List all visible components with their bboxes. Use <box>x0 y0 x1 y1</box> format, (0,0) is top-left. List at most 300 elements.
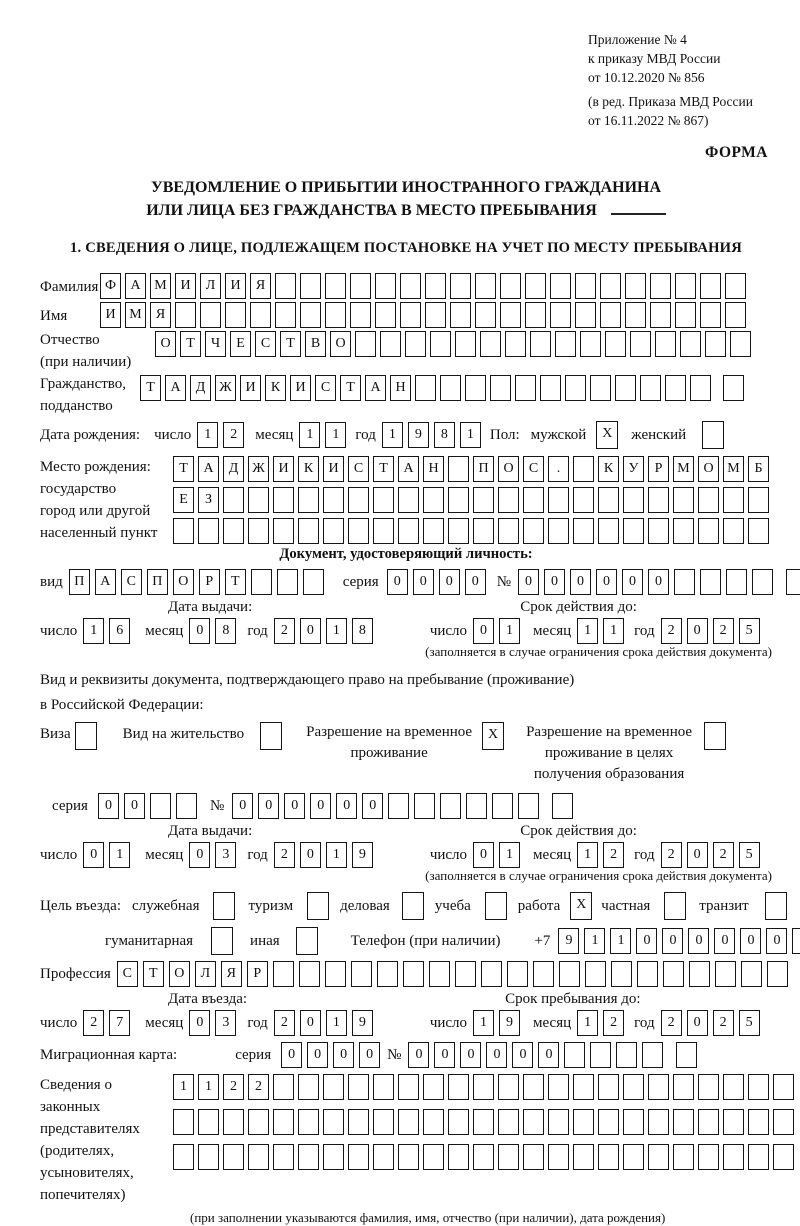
char-box[interactable] <box>623 487 644 513</box>
char-box[interactable]: Т <box>180 331 201 357</box>
char-box[interactable] <box>248 518 269 544</box>
char-box[interactable] <box>300 273 321 299</box>
char-box[interactable] <box>725 302 746 328</box>
char-box[interactable]: 2 <box>713 1010 734 1036</box>
char-box[interactable]: А <box>95 569 116 595</box>
char-box[interactable] <box>325 273 346 299</box>
char-box[interactable] <box>248 1144 269 1170</box>
char-box[interactable]: 0 <box>434 1042 455 1068</box>
char-box[interactable]: 2 <box>661 1010 682 1036</box>
char-box[interactable] <box>723 518 744 544</box>
char-box[interactable] <box>698 1109 719 1135</box>
char-box[interactable] <box>548 1144 569 1170</box>
char-box[interactable] <box>564 1042 585 1068</box>
char-box[interactable]: Т <box>373 456 394 482</box>
char-box[interactable]: X <box>570 892 592 920</box>
char-box[interactable] <box>741 961 762 987</box>
char-box[interactable] <box>298 518 319 544</box>
char-box[interactable]: 2 <box>713 842 734 868</box>
char-box[interactable]: О <box>169 961 190 987</box>
char-box[interactable]: 2 <box>274 1010 295 1036</box>
char-box[interactable]: И <box>175 273 196 299</box>
char-box[interactable] <box>465 375 486 401</box>
char-box[interactable] <box>423 518 444 544</box>
char-box[interactable] <box>498 1144 519 1170</box>
char-box[interactable] <box>664 892 686 920</box>
char-box[interactable]: 0 <box>740 928 761 954</box>
char-box[interactable] <box>481 961 502 987</box>
char-box[interactable] <box>423 1074 444 1100</box>
char-box[interactable]: 0 <box>281 1042 302 1068</box>
char-box[interactable]: 2 <box>274 618 295 644</box>
char-box[interactable] <box>555 331 576 357</box>
char-box[interactable] <box>726 569 747 595</box>
char-box[interactable]: 0 <box>465 569 486 595</box>
char-box[interactable] <box>425 273 446 299</box>
char-box[interactable]: 0 <box>310 793 331 819</box>
char-box[interactable] <box>325 961 346 987</box>
char-box[interactable] <box>455 961 476 987</box>
char-box[interactable] <box>505 331 526 357</box>
char-box[interactable] <box>351 961 372 987</box>
char-box[interactable] <box>377 961 398 987</box>
char-box[interactable] <box>623 518 644 544</box>
char-box[interactable] <box>673 1109 694 1135</box>
char-box[interactable] <box>223 518 244 544</box>
char-box[interactable]: Я <box>221 961 242 987</box>
char-box[interactable]: 1 <box>109 842 130 868</box>
char-box[interactable]: 0 <box>98 793 119 819</box>
char-box[interactable] <box>448 1109 469 1135</box>
char-box[interactable]: Н <box>390 375 411 401</box>
char-box[interactable] <box>767 961 788 987</box>
char-box[interactable] <box>663 961 684 987</box>
char-box[interactable]: И <box>273 456 294 482</box>
char-box[interactable] <box>448 518 469 544</box>
char-box[interactable]: 2 <box>248 1074 269 1100</box>
char-box[interactable] <box>248 487 269 513</box>
char-box[interactable]: М <box>125 302 146 328</box>
char-box[interactable] <box>698 1074 719 1100</box>
char-box[interactable] <box>580 331 601 357</box>
char-box[interactable]: И <box>225 273 246 299</box>
char-box[interactable] <box>792 928 800 954</box>
char-box[interactable] <box>642 1042 663 1068</box>
char-box[interactable]: 1 <box>326 618 347 644</box>
char-box[interactable] <box>552 793 573 819</box>
char-box[interactable] <box>398 1074 419 1100</box>
char-box[interactable] <box>700 569 721 595</box>
char-box[interactable]: 8 <box>215 618 236 644</box>
char-box[interactable]: 1 <box>197 422 218 448</box>
char-box[interactable] <box>559 961 580 987</box>
char-box[interactable] <box>698 518 719 544</box>
char-box[interactable] <box>700 302 721 328</box>
char-box[interactable] <box>273 961 294 987</box>
char-box[interactable]: Е <box>173 487 194 513</box>
char-box[interactable] <box>773 1144 794 1170</box>
char-box[interactable]: 0 <box>596 569 617 595</box>
char-box[interactable] <box>518 793 539 819</box>
char-box[interactable] <box>323 1109 344 1135</box>
char-box[interactable] <box>430 331 451 357</box>
char-box[interactable] <box>448 1144 469 1170</box>
char-box[interactable]: С <box>255 331 276 357</box>
char-box[interactable] <box>500 302 521 328</box>
char-box[interactable]: 8 <box>352 618 373 644</box>
char-box[interactable] <box>498 487 519 513</box>
char-box[interactable] <box>273 1074 294 1100</box>
char-box[interactable]: Т <box>225 569 246 595</box>
char-box[interactable]: Р <box>199 569 220 595</box>
char-box[interactable]: А <box>365 375 386 401</box>
char-box[interactable]: 0 <box>544 569 565 595</box>
char-box[interactable] <box>323 487 344 513</box>
char-box[interactable] <box>573 1144 594 1170</box>
char-box[interactable] <box>373 487 394 513</box>
char-box[interactable]: Ж <box>248 456 269 482</box>
char-box[interactable] <box>715 961 736 987</box>
char-box[interactable] <box>273 1144 294 1170</box>
char-box[interactable]: 0 <box>284 793 305 819</box>
char-box[interactable] <box>348 487 369 513</box>
char-box[interactable] <box>523 487 544 513</box>
char-box[interactable] <box>355 331 376 357</box>
char-box[interactable] <box>250 302 271 328</box>
char-box[interactable]: Я <box>150 302 171 328</box>
char-box[interactable] <box>348 518 369 544</box>
char-box[interactable] <box>748 487 769 513</box>
char-box[interactable] <box>723 1109 744 1135</box>
char-box[interactable]: Т <box>140 375 161 401</box>
char-box[interactable] <box>490 375 511 401</box>
char-box[interactable] <box>500 273 521 299</box>
char-box[interactable] <box>298 1074 319 1100</box>
char-box[interactable] <box>648 1109 669 1135</box>
char-box[interactable] <box>473 1144 494 1170</box>
char-box[interactable]: 1 <box>584 928 605 954</box>
char-box[interactable] <box>565 375 586 401</box>
char-box[interactable] <box>630 331 651 357</box>
char-box[interactable] <box>723 487 744 513</box>
char-box[interactable] <box>625 273 646 299</box>
char-box[interactable]: 2 <box>661 842 682 868</box>
char-box[interactable]: 1 <box>499 842 520 868</box>
char-box[interactable] <box>173 1109 194 1135</box>
char-box[interactable] <box>704 722 726 750</box>
char-box[interactable]: К <box>265 375 286 401</box>
char-box[interactable]: 0 <box>336 793 357 819</box>
char-box[interactable]: 1 <box>198 1074 219 1100</box>
char-box[interactable]: 1 <box>610 928 631 954</box>
char-box[interactable] <box>398 1109 419 1135</box>
char-box[interactable] <box>475 302 496 328</box>
char-box[interactable] <box>590 1042 611 1068</box>
char-box[interactable] <box>400 273 421 299</box>
char-box[interactable] <box>548 1074 569 1100</box>
char-box[interactable] <box>466 793 487 819</box>
char-box[interactable] <box>275 302 296 328</box>
char-box[interactable] <box>515 375 536 401</box>
char-box[interactable] <box>325 302 346 328</box>
char-box[interactable] <box>623 1074 644 1100</box>
char-box[interactable] <box>623 1144 644 1170</box>
char-box[interactable] <box>680 331 701 357</box>
char-box[interactable] <box>150 793 171 819</box>
char-box[interactable]: 9 <box>352 1010 373 1036</box>
char-box[interactable] <box>585 961 606 987</box>
char-box[interactable]: 1 <box>460 422 481 448</box>
char-box[interactable]: 0 <box>636 928 657 954</box>
char-box[interactable]: Ч <box>205 331 226 357</box>
char-box[interactable] <box>730 331 751 357</box>
char-box[interactable]: 0 <box>258 793 279 819</box>
char-box[interactable] <box>373 518 394 544</box>
char-box[interactable] <box>473 518 494 544</box>
char-box[interactable] <box>176 793 197 819</box>
char-box[interactable] <box>648 518 669 544</box>
char-box[interactable]: 0 <box>687 618 708 644</box>
char-box[interactable]: 0 <box>362 793 383 819</box>
char-box[interactable]: Л <box>200 273 221 299</box>
char-box[interactable]: Т <box>173 456 194 482</box>
char-box[interactable] <box>450 273 471 299</box>
char-box[interactable]: 9 <box>352 842 373 868</box>
char-box[interactable] <box>786 569 800 595</box>
char-box[interactable] <box>450 302 471 328</box>
char-box[interactable]: 2 <box>603 842 624 868</box>
char-box[interactable] <box>277 569 298 595</box>
char-box[interactable]: Я <box>250 273 271 299</box>
char-box[interactable]: 0 <box>307 1042 328 1068</box>
char-box[interactable] <box>415 375 436 401</box>
char-box[interactable]: Т <box>280 331 301 357</box>
char-box[interactable] <box>198 518 219 544</box>
char-box[interactable] <box>400 302 421 328</box>
char-box[interactable]: Ф <box>100 273 121 299</box>
char-box[interactable]: О <box>698 456 719 482</box>
char-box[interactable] <box>75 722 97 750</box>
char-box[interactable]: 2 <box>661 618 682 644</box>
char-box[interactable]: 0 <box>124 793 145 819</box>
char-box[interactable] <box>198 1109 219 1135</box>
char-box[interactable] <box>298 487 319 513</box>
char-box[interactable]: 0 <box>687 842 708 868</box>
char-box[interactable] <box>448 456 469 482</box>
char-box[interactable]: С <box>117 961 138 987</box>
char-box[interactable] <box>223 487 244 513</box>
char-box[interactable] <box>296 927 318 955</box>
char-box[interactable] <box>298 1109 319 1135</box>
char-box[interactable] <box>173 1144 194 1170</box>
char-box[interactable]: П <box>69 569 90 595</box>
char-box[interactable]: 0 <box>387 569 408 595</box>
char-box[interactable]: Е <box>230 331 251 357</box>
char-box[interactable]: 1 <box>326 842 347 868</box>
char-box[interactable]: 2 <box>603 1010 624 1036</box>
char-box[interactable]: 3 <box>215 1010 236 1036</box>
char-box[interactable] <box>350 302 371 328</box>
char-box[interactable] <box>575 273 596 299</box>
char-box[interactable] <box>648 1074 669 1100</box>
char-box[interactable] <box>673 1144 694 1170</box>
char-box[interactable] <box>523 518 544 544</box>
char-box[interactable] <box>248 1109 269 1135</box>
char-box[interactable]: 1 <box>577 618 598 644</box>
char-box[interactable] <box>648 1144 669 1170</box>
char-box[interactable]: 0 <box>189 842 210 868</box>
char-box[interactable] <box>485 892 507 920</box>
char-box[interactable] <box>402 892 424 920</box>
char-box[interactable]: И <box>100 302 121 328</box>
char-box[interactable] <box>423 487 444 513</box>
char-box[interactable]: 0 <box>300 618 321 644</box>
char-box[interactable]: С <box>315 375 336 401</box>
char-box[interactable]: 1 <box>499 618 520 644</box>
char-box[interactable]: Л <box>195 961 216 987</box>
char-box[interactable]: Т <box>143 961 164 987</box>
char-box[interactable] <box>748 1109 769 1135</box>
char-box[interactable] <box>398 1144 419 1170</box>
char-box[interactable]: М <box>150 273 171 299</box>
char-box[interactable] <box>414 793 435 819</box>
char-box[interactable]: 5 <box>739 618 760 644</box>
char-box[interactable] <box>275 273 296 299</box>
char-box[interactable] <box>300 302 321 328</box>
char-box[interactable]: X <box>482 722 504 750</box>
char-box[interactable]: . <box>548 456 569 482</box>
char-box[interactable]: Н <box>423 456 444 482</box>
char-box[interactable]: О <box>155 331 176 357</box>
char-box[interactable] <box>525 302 546 328</box>
char-box[interactable] <box>705 331 726 357</box>
char-box[interactable] <box>675 273 696 299</box>
char-box[interactable] <box>530 331 551 357</box>
char-box[interactable] <box>498 1109 519 1135</box>
char-box[interactable] <box>323 1144 344 1170</box>
char-box[interactable]: З <box>198 487 219 513</box>
char-box[interactable]: 1 <box>173 1074 194 1100</box>
char-box[interactable] <box>323 518 344 544</box>
char-box[interactable]: 0 <box>622 569 643 595</box>
char-box[interactable]: У <box>623 456 644 482</box>
char-box[interactable]: К <box>598 456 619 482</box>
char-box[interactable] <box>540 375 561 401</box>
char-box[interactable] <box>273 1109 294 1135</box>
char-box[interactable]: 0 <box>83 842 104 868</box>
char-box[interactable]: 1 <box>326 1010 347 1036</box>
char-box[interactable] <box>348 1109 369 1135</box>
char-box[interactable] <box>723 375 744 401</box>
char-box[interactable] <box>323 1074 344 1100</box>
char-box[interactable] <box>640 375 661 401</box>
char-box[interactable]: 7 <box>109 1010 130 1036</box>
char-box[interactable]: 8 <box>434 422 455 448</box>
char-box[interactable] <box>773 1109 794 1135</box>
char-box[interactable]: 0 <box>648 569 669 595</box>
char-box[interactable]: Д <box>190 375 211 401</box>
char-box[interactable]: 0 <box>518 569 539 595</box>
char-box[interactable]: К <box>298 456 319 482</box>
char-box[interactable]: 9 <box>558 928 579 954</box>
char-box[interactable] <box>548 487 569 513</box>
char-box[interactable] <box>573 518 594 544</box>
char-box[interactable] <box>575 302 596 328</box>
char-box[interactable] <box>298 1144 319 1170</box>
char-box[interactable]: 0 <box>473 842 494 868</box>
char-box[interactable]: А <box>398 456 419 482</box>
char-box[interactable]: Д <box>223 456 244 482</box>
char-box[interactable] <box>548 1109 569 1135</box>
char-box[interactable] <box>507 961 528 987</box>
char-box[interactable] <box>623 1109 644 1135</box>
char-box[interactable]: 0 <box>538 1042 559 1068</box>
char-box[interactable] <box>498 518 519 544</box>
char-box[interactable]: 9 <box>499 1010 520 1036</box>
char-box[interactable] <box>198 1144 219 1170</box>
char-box[interactable] <box>748 1144 769 1170</box>
char-box[interactable] <box>748 518 769 544</box>
char-box[interactable]: 0 <box>189 618 210 644</box>
char-box[interactable] <box>616 1042 637 1068</box>
char-box[interactable]: 2 <box>223 422 244 448</box>
char-box[interactable] <box>650 302 671 328</box>
char-box[interactable]: 0 <box>413 569 434 595</box>
char-box[interactable] <box>348 1074 369 1100</box>
char-box[interactable] <box>225 302 246 328</box>
char-box[interactable]: 5 <box>739 842 760 868</box>
char-box[interactable] <box>600 302 621 328</box>
char-box[interactable] <box>375 302 396 328</box>
char-box[interactable]: М <box>673 456 694 482</box>
char-box[interactable] <box>200 302 221 328</box>
char-box[interactable] <box>525 273 546 299</box>
char-box[interactable] <box>598 518 619 544</box>
char-box[interactable]: А <box>165 375 186 401</box>
char-box[interactable] <box>673 1074 694 1100</box>
char-box[interactable] <box>475 273 496 299</box>
char-box[interactable]: 0 <box>333 1042 354 1068</box>
char-box[interactable] <box>251 569 272 595</box>
char-box[interactable] <box>423 1144 444 1170</box>
char-box[interactable] <box>615 375 636 401</box>
char-box[interactable] <box>723 1144 744 1170</box>
char-box[interactable] <box>373 1074 394 1100</box>
char-box[interactable] <box>175 302 196 328</box>
char-box[interactable] <box>698 1144 719 1170</box>
char-box[interactable]: 0 <box>512 1042 533 1068</box>
char-box[interactable] <box>303 569 324 595</box>
char-box[interactable] <box>299 961 320 987</box>
char-box[interactable] <box>523 1109 544 1135</box>
char-box[interactable]: И <box>290 375 311 401</box>
char-box[interactable] <box>273 487 294 513</box>
char-box[interactable]: 6 <box>109 618 130 644</box>
char-box[interactable] <box>637 961 658 987</box>
char-box[interactable] <box>573 1074 594 1100</box>
char-box[interactable] <box>455 331 476 357</box>
char-box[interactable]: 1 <box>382 422 403 448</box>
char-box[interactable]: П <box>473 456 494 482</box>
char-box[interactable] <box>480 331 501 357</box>
char-box[interactable] <box>350 273 371 299</box>
char-box[interactable] <box>373 1144 394 1170</box>
char-box[interactable] <box>448 1074 469 1100</box>
char-box[interactable]: С <box>523 456 544 482</box>
char-box[interactable]: И <box>323 456 344 482</box>
char-box[interactable]: Р <box>247 961 268 987</box>
char-box[interactable]: 3 <box>215 842 236 868</box>
